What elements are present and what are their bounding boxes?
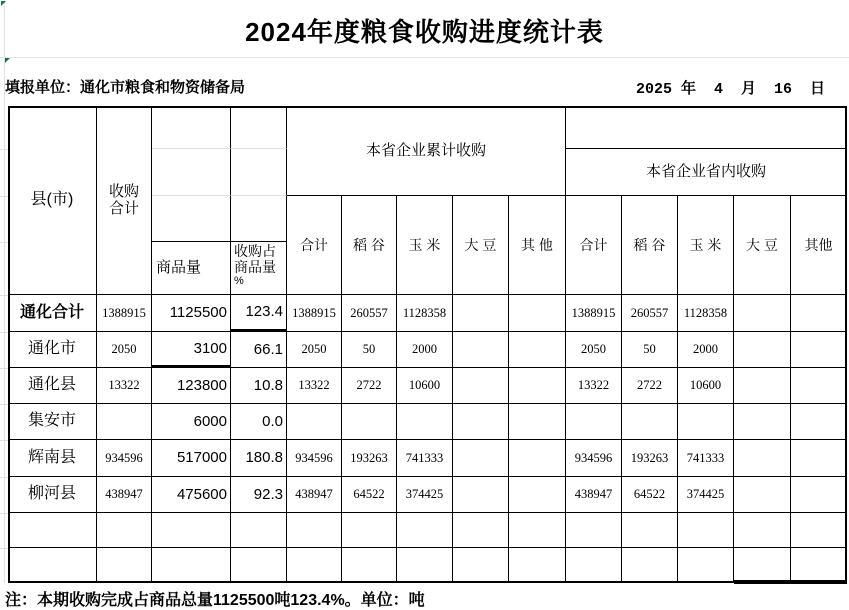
header-purchase-total[interactable]: 收购合计 — [97, 106, 152, 295]
margin-gridline — [0, 440, 8, 441]
subheader-cell[interactable]: 合计 — [287, 196, 342, 295]
table-cell[interactable]: 123.4 — [231, 295, 287, 332]
table-cell[interactable]: 1388915 — [287, 295, 342, 332]
table-cell[interactable] — [509, 368, 566, 404]
table-cell[interactable] — [287, 513, 342, 548]
table-cell[interactable]: 66.1 — [231, 332, 287, 368]
table-cell[interactable] — [97, 513, 152, 548]
row-label[interactable]: 柳河县 — [8, 477, 97, 513]
table-cell[interactable] — [734, 548, 791, 583]
subheader-cell[interactable]: 其 他 — [509, 196, 566, 295]
table-cell[interactable] — [734, 368, 791, 404]
table-cell[interactable]: 374425 — [678, 477, 734, 513]
table-cell[interactable] — [231, 513, 287, 548]
subheader-cell[interactable]: 玉 米 — [678, 196, 734, 295]
table-cell[interactable]: 50 — [622, 332, 678, 368]
table-cell[interactable]: 3100 — [152, 332, 231, 368]
cell-error-indicator-icon — [5, 58, 10, 63]
table-cell[interactable] — [453, 477, 509, 513]
table-cell[interactable] — [734, 332, 791, 368]
table-cell[interactable]: 92.3 — [231, 477, 287, 513]
table-cell[interactable]: 2722 — [342, 368, 397, 404]
table-cell[interactable]: 193263 — [622, 440, 678, 477]
row-label[interactable]: 集安市 — [8, 404, 97, 440]
table-cell[interactable] — [791, 404, 847, 440]
table-cell[interactable] — [342, 548, 397, 583]
table-cell[interactable]: 260557 — [342, 295, 397, 332]
row-label[interactable] — [8, 548, 97, 583]
table-cell[interactable] — [397, 404, 453, 440]
subheader-cell[interactable]: 其他 — [791, 196, 847, 295]
table-cell[interactable] — [734, 440, 791, 477]
table-cell[interactable]: 475600 — [152, 477, 231, 513]
table-cell[interactable]: 0.0 — [231, 404, 287, 440]
table-cell[interactable] — [734, 295, 791, 332]
table-cell[interactable]: 193263 — [342, 440, 397, 477]
margin-gridline — [0, 332, 8, 333]
table-cell[interactable]: 64522 — [342, 477, 397, 513]
empty-header-cell[interactable] — [152, 106, 231, 149]
table-cell[interactable] — [734, 513, 791, 548]
pct-line: 商品量 — [234, 259, 276, 275]
empty-header-cell[interactable] — [231, 149, 287, 196]
table-cell[interactable] — [622, 548, 678, 583]
table-cell[interactable] — [678, 404, 734, 440]
margin-gridline — [0, 242, 8, 243]
table-cell[interactable] — [566, 548, 622, 583]
row-label[interactable]: 通化市 — [8, 332, 97, 368]
table-cell[interactable]: 13322 — [97, 368, 152, 404]
table-cell[interactable] — [791, 295, 847, 332]
header-group-inprovince[interactable]: 本省企业省内收购 — [566, 149, 847, 196]
table-cell[interactable]: 2000 — [397, 332, 453, 368]
table-cell[interactable] — [509, 332, 566, 368]
pct-line: 收购占 — [234, 243, 276, 259]
table-cell[interactable]: 741333 — [397, 440, 453, 477]
subheader-cell[interactable]: 稻 谷 — [622, 196, 678, 295]
table-cell[interactable] — [622, 513, 678, 548]
header-pct-of-commodity[interactable] — [231, 242, 287, 295]
table-cell[interactable] — [453, 440, 509, 477]
table-cell[interactable]: 374425 — [397, 477, 453, 513]
subheader-cell[interactable]: 稻 谷 — [342, 196, 397, 295]
table-cell[interactable]: 64522 — [622, 477, 678, 513]
empty-header-cell[interactable] — [152, 149, 231, 196]
table-cell[interactable] — [231, 548, 287, 583]
table-cell[interactable] — [509, 548, 566, 583]
row-label[interactable] — [8, 513, 97, 548]
table-cell[interactable]: 180.8 — [231, 440, 287, 477]
table-cell[interactable] — [287, 404, 342, 440]
table-cell[interactable]: 260557 — [622, 295, 678, 332]
table-cell[interactable]: 2050 — [287, 332, 342, 368]
subheader-cell[interactable]: 玉 米 — [397, 196, 453, 295]
table-cell[interactable] — [453, 548, 509, 583]
table-cell[interactable]: 10600 — [397, 368, 453, 404]
reporting-unit[interactable]: 填报单位：通化市粮食和物资储备局 — [5, 79, 246, 96]
table-cell[interactable]: 1128358 — [678, 295, 734, 332]
table-cell[interactable]: 934596 — [566, 440, 622, 477]
table-cell[interactable]: 13322 — [566, 368, 622, 404]
table-cell[interactable]: 13322 — [287, 368, 342, 404]
margin-gridline — [0, 477, 8, 478]
empty-header-cell[interactable] — [231, 196, 287, 242]
table-cell[interactable]: 123800 — [152, 368, 231, 404]
empty-header-cell[interactable] — [231, 106, 287, 149]
table-cell[interactable] — [287, 548, 342, 583]
table-cell[interactable]: 2722 — [622, 368, 678, 404]
header-county[interactable]: 县(市) — [8, 106, 97, 295]
table-cell[interactable]: 438947 — [287, 477, 342, 513]
table-cell[interactable] — [622, 404, 678, 440]
title-row-gridline — [0, 57, 849, 58]
table-cell[interactable] — [397, 548, 453, 583]
table-cell[interactable] — [453, 332, 509, 368]
table-cell[interactable]: 10600 — [678, 368, 734, 404]
empty-header-cell[interactable] — [152, 196, 231, 242]
table-cell[interactable] — [509, 295, 566, 332]
row-label[interactable]: 通化合计 — [8, 295, 97, 332]
table-cell[interactable] — [97, 404, 152, 440]
footer-note[interactable]: 注：本期收购完成占商品总量1125500吨123.4%。单位：吨 — [5, 592, 425, 609]
sheet-title[interactable]: 2024年度粮食收购进度统计表 — [245, 17, 604, 47]
table-cell[interactable] — [509, 440, 566, 477]
table-cell[interactable] — [453, 295, 509, 332]
table-cell[interactable] — [791, 477, 847, 513]
margin-gridline — [0, 196, 8, 197]
table-cell[interactable] — [509, 477, 566, 513]
margin-gridline — [0, 149, 8, 150]
table-cell[interactable]: 10.8 — [231, 368, 287, 404]
table-cell[interactable] — [791, 332, 847, 368]
header-group-cumulative[interactable]: 本省企业累计收购 — [287, 106, 566, 196]
table-cell[interactable]: 2050 — [566, 332, 622, 368]
subheader-cell[interactable]: 大 豆 — [734, 196, 791, 295]
table-cell[interactable] — [453, 368, 509, 404]
table-cell[interactable] — [509, 404, 566, 440]
table-cell[interactable] — [791, 548, 847, 583]
subheader-cell[interactable]: 大 豆 — [453, 196, 509, 295]
table-cell[interactable]: 50 — [342, 332, 397, 368]
table-cell[interactable]: 934596 — [287, 440, 342, 477]
report-date[interactable]: 2025 年 4 月 16 日 — [636, 81, 826, 98]
table-cell[interactable]: 438947 — [97, 477, 152, 513]
margin-gridline — [0, 368, 8, 369]
table-cell[interactable] — [791, 368, 847, 404]
table-cell[interactable] — [678, 548, 734, 583]
table-cell[interactable]: 741333 — [678, 440, 734, 477]
table-cell[interactable]: 2000 — [678, 332, 734, 368]
row-label[interactable]: 辉南县 — [8, 440, 97, 477]
table-cell[interactable]: 2050 — [97, 332, 152, 368]
table-cell[interactable]: 1128358 — [397, 295, 453, 332]
table-cell[interactable] — [566, 513, 622, 548]
table-cell[interactable] — [152, 548, 231, 583]
table-cell[interactable] — [509, 513, 566, 548]
margin-gridline — [0, 295, 8, 296]
table-cell[interactable]: 1388915 — [97, 295, 152, 332]
table-cell[interactable] — [791, 513, 847, 548]
table-cell[interactable] — [342, 404, 397, 440]
cell-error-indicator-icon — [1, 1, 6, 6]
table-cell[interactable] — [97, 548, 152, 583]
table-cell[interactable] — [734, 404, 791, 440]
row-label[interactable]: 通化县 — [8, 368, 97, 404]
table-cell[interactable] — [453, 513, 509, 548]
table-cell[interactable] — [791, 440, 847, 477]
table-cell[interactable] — [453, 404, 509, 440]
table-cell[interactable] — [342, 513, 397, 548]
table-cell[interactable]: 1125500 — [152, 295, 231, 332]
percent-sign: % — [234, 275, 244, 287]
header-commodity-qty[interactable]: 商品量 — [152, 242, 231, 295]
margin-gridline — [0, 404, 8, 405]
subheader-cell[interactable]: 合计 — [566, 196, 622, 295]
table-cell[interactable] — [397, 513, 453, 548]
table-cell[interactable]: 934596 — [97, 440, 152, 477]
margin-gridline — [0, 548, 8, 549]
table-cell[interactable]: 517000 — [152, 440, 231, 477]
table-cell[interactable] — [734, 477, 791, 513]
table-cell[interactable] — [566, 404, 622, 440]
table-cell[interactable]: 438947 — [566, 477, 622, 513]
table-cell[interactable] — [152, 513, 231, 548]
margin-gridline — [0, 513, 8, 514]
table-cell[interactable]: 6000 — [152, 404, 231, 440]
table-cell[interactable]: 1388915 — [566, 295, 622, 332]
statistics-table — [8, 106, 847, 583]
empty-header-cell[interactable] — [566, 106, 847, 149]
table-cell[interactable] — [678, 513, 734, 548]
